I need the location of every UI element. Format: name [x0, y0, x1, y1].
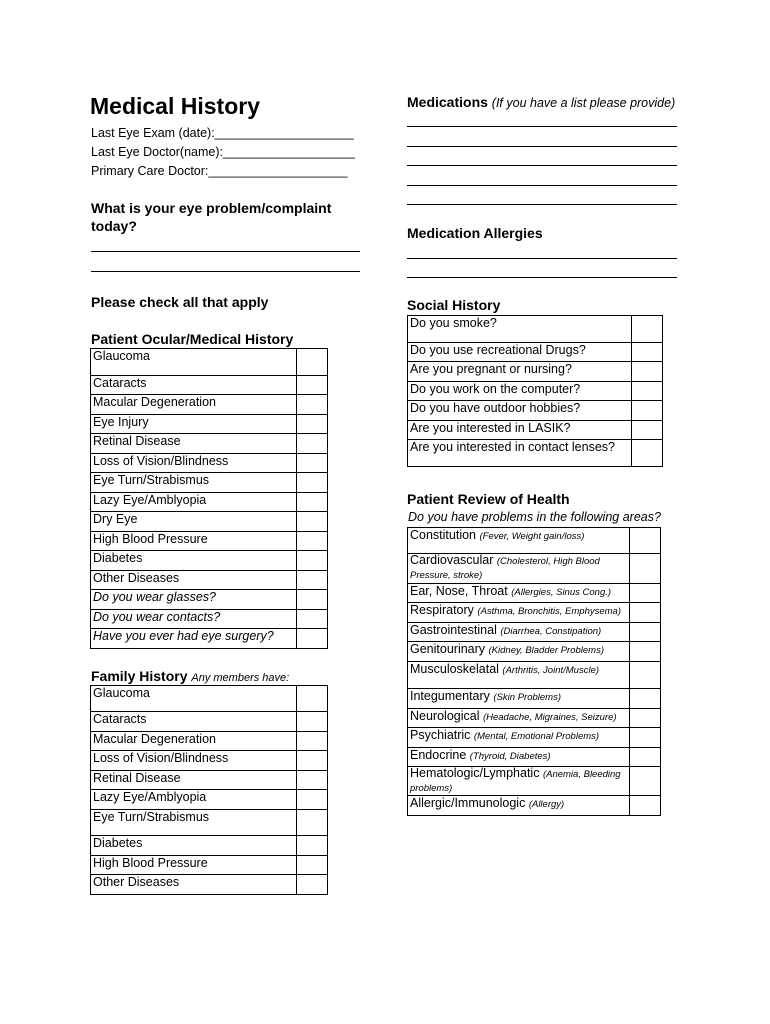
table-row-label: Constitution (Fever, Weight gain/loss)	[408, 528, 630, 554]
table-row-label: Cataracts	[91, 712, 297, 732]
table-row-label: Respiratory (Asthma, Bronchitis, Emphysema)	[408, 603, 630, 623]
medication-line-1[interactable]	[407, 126, 677, 127]
table-row-label: Are you interested in contact lenses?	[408, 440, 632, 467]
table-row-label: Hematologic/Lymphatic (Anemia, Bleeding problems)	[408, 767, 630, 796]
table-row-label: Glaucoma	[91, 686, 297, 712]
checkbox[interactable]	[297, 493, 328, 512]
checkbox[interactable]	[297, 836, 328, 856]
checkbox[interactable]	[297, 376, 328, 395]
review-of-health-table	[407, 527, 661, 816]
table-row-label: Diabetes	[91, 551, 297, 571]
checkbox[interactable]	[630, 728, 661, 748]
table-row-label: Integumentary (Skin Problems)	[408, 689, 630, 709]
table-row-label: Do you smoke?	[408, 316, 632, 343]
checkbox[interactable]	[630, 689, 661, 709]
ocular-history-heading: Patient Ocular/Medical History	[91, 331, 294, 347]
table-row-label: Ear, Nose, Throat (Allergies, Sinus Cong.)	[408, 584, 630, 603]
allergy-line-1[interactable]	[407, 258, 677, 259]
table-row-label: High Blood Pressure	[91, 856, 297, 875]
table-row-label: Macular Degeneration	[91, 732, 297, 751]
checkbox[interactable]	[297, 771, 328, 790]
medications-heading: Medications (If you have a list please provide)	[407, 94, 676, 110]
page-title: Medical History	[90, 93, 260, 119]
complaint-question: What is your eye problem/complaint today?	[91, 200, 332, 234]
social-history-heading: Social History	[407, 297, 501, 313]
medication-line-3[interactable]	[407, 165, 677, 166]
checkbox[interactable]	[632, 440, 663, 467]
table-row-label: Loss of Vision/Blindness	[91, 454, 297, 473]
checkbox[interactable]	[630, 603, 661, 623]
checkbox[interactable]	[630, 709, 661, 728]
checkbox[interactable]	[632, 421, 663, 440]
checkbox[interactable]	[297, 349, 328, 376]
table-row-label: Macular Degeneration	[91, 395, 297, 415]
medication-allergies-heading: Medication Allergies	[407, 225, 543, 241]
ocular-history-table	[90, 348, 328, 649]
checkbox[interactable]	[297, 454, 328, 473]
checkbox[interactable]	[630, 584, 661, 603]
table-row-label: Neurological (Headache, Migraines, Seizure)	[408, 709, 630, 728]
checkbox[interactable]	[632, 382, 663, 401]
medication-line-4[interactable]	[407, 185, 677, 186]
last-eye-doctor-field[interactable]: Last Eye Doctor(name):___________________	[91, 145, 356, 159]
medication-line-5[interactable]	[407, 204, 677, 205]
checkbox[interactable]	[297, 590, 328, 610]
table-row-label: Other Diseases	[91, 875, 297, 895]
table-row-label: Diabetes	[91, 836, 297, 856]
table-row-label: Eye Turn/Strabismus	[91, 810, 297, 836]
table-row-label: Eye Injury	[91, 415, 297, 434]
table-row-label: Retinal Disease	[91, 771, 297, 790]
checkbox[interactable]	[297, 571, 328, 590]
table-row-label: Musculoskelatal (Arthritis, Joint/Muscle)	[408, 662, 630, 689]
family-history-heading: Family History Any members have:	[91, 668, 290, 684]
check-all-heading: Please check all that apply	[91, 294, 269, 310]
table-row-label: Retinal Disease	[91, 434, 297, 454]
checkbox[interactable]	[297, 415, 328, 434]
table-row-label: Cataracts	[91, 376, 297, 395]
checkbox[interactable]	[297, 732, 328, 751]
checkbox[interactable]	[630, 528, 661, 554]
last-eye-exam-field[interactable]: Last Eye Exam (date):____________________	[91, 126, 354, 140]
checkbox[interactable]	[630, 767, 661, 796]
table-row-label: Do you have outdoor hobbies?	[408, 401, 632, 421]
table-row-label: Lazy Eye/Amblyopia	[91, 790, 297, 810]
table-row-label: Dry Eye	[91, 512, 297, 532]
primary-care-doctor-field[interactable]: Primary Care Doctor:____________________	[91, 164, 348, 178]
table-row-label: Do you use recreational Drugs?	[408, 343, 632, 362]
checkbox[interactable]	[630, 796, 661, 816]
table-row-label: Are you interested in LASIK?	[408, 421, 632, 440]
table-row-label: High Blood Pressure	[91, 532, 297, 551]
table-row-label: Do you wear glasses?	[91, 590, 297, 610]
review-of-health-subtitle: Do you have problems in the following areas?	[408, 510, 661, 524]
table-row-label: Lazy Eye/Amblyopia	[91, 493, 297, 512]
table-row-label: Do you wear contacts?	[91, 610, 297, 629]
table-row-label: Loss of Vision/Blindness	[91, 751, 297, 771]
checkbox[interactable]	[297, 434, 328, 454]
complaint-line-2[interactable]	[91, 271, 360, 272]
table-row-label: Allergic/Immunologic (Allergy)	[408, 796, 630, 816]
complaint-line-1[interactable]	[91, 251, 360, 252]
table-row-label: Are you pregnant or nursing?	[408, 362, 632, 382]
family-history-table	[90, 685, 328, 895]
table-row-label: Eye Turn/Strabismus	[91, 473, 297, 493]
checkbox[interactable]	[297, 473, 328, 493]
checkbox[interactable]	[297, 686, 328, 712]
table-row-label: Have you ever had eye surgery?	[91, 629, 297, 649]
checkbox[interactable]	[297, 810, 328, 836]
checkbox[interactable]	[630, 662, 661, 689]
checkbox[interactable]	[630, 748, 661, 767]
checkbox[interactable]	[630, 623, 661, 642]
checkbox[interactable]	[297, 856, 328, 875]
table-row-label: Psychiatric (Mental, Emotional Problems)	[408, 728, 630, 748]
checkbox[interactable]	[297, 629, 328, 649]
checkbox[interactable]	[297, 551, 328, 571]
table-row-label: Do you work on the computer?	[408, 382, 632, 401]
social-history-table	[407, 315, 663, 467]
table-row-label: Other Diseases	[91, 571, 297, 590]
checkbox[interactable]	[297, 610, 328, 629]
checkbox[interactable]	[297, 790, 328, 810]
checkbox[interactable]	[632, 343, 663, 362]
checkbox[interactable]	[297, 751, 328, 771]
checkbox[interactable]	[297, 712, 328, 732]
review-of-health-heading: Patient Review of Health	[407, 491, 570, 507]
table-row-label: Glaucoma	[91, 349, 297, 376]
table-row-label: Cardiovascular (Cholesterol, High Blood Pressure, stroke)	[408, 554, 630, 584]
checkbox[interactable]	[297, 512, 328, 532]
checkbox[interactable]	[297, 395, 328, 415]
checkbox[interactable]	[632, 316, 663, 343]
medication-line-2[interactable]	[407, 146, 677, 147]
checkbox[interactable]	[297, 532, 328, 551]
table-row-label: Endocrine (Thyroid, Diabetes)	[408, 748, 630, 767]
table-row-label: Genitourinary (Kidney, Bladder Problems)	[408, 642, 630, 662]
checkbox[interactable]	[630, 642, 661, 662]
allergy-line-2[interactable]	[407, 277, 677, 278]
checkbox[interactable]	[297, 875, 328, 895]
checkbox[interactable]	[632, 401, 663, 421]
checkbox[interactable]	[632, 362, 663, 382]
checkbox[interactable]	[630, 554, 661, 584]
table-row-label: Gastrointestinal (Diarrhea, Constipation)	[408, 623, 630, 642]
